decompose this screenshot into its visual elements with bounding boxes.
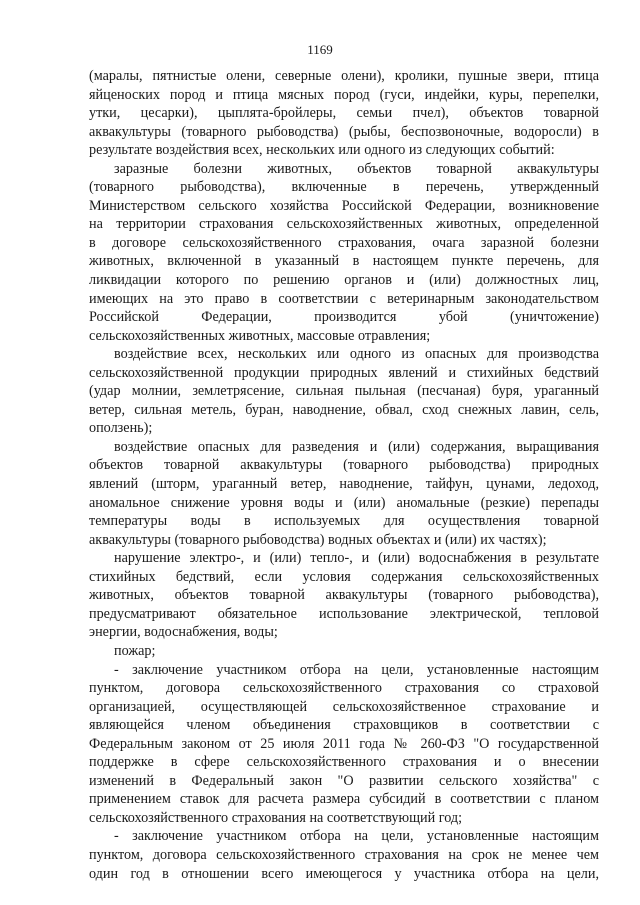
text-line: Российской Федерации, производится убой (уничтожение) <box>89 309 599 326</box>
text-line: имеющих на это право в соответствии с ветеринарным законодательством <box>89 290 599 307</box>
text-line: один год в отношении всего имеющегося у участника отбора на цели, <box>89 865 599 882</box>
text-line: стихийных бедствий, если условия содержания сельскохозяйственных <box>89 568 599 585</box>
text-line: (удар молнии, землетрясение, сильная пыльная (песчаная) буря, ураганный <box>89 383 599 400</box>
text-line: энергии, водоснабжения, воды; <box>89 624 278 641</box>
text-line: применением ставок для расчета размера субсидий в соответствии с планом <box>89 791 599 808</box>
text-line: пунктом, договора сельскохозяйственного страхования со страховой <box>89 680 599 697</box>
text-line: на территории страхования сельскохозяйственных животных, определенной <box>89 216 599 233</box>
text-line: пожар; <box>114 642 156 659</box>
document-body <box>89 67 599 883</box>
text-line: являющейся членом объединения страховщиков в соответствии с <box>89 717 599 734</box>
text-line: (товарного рыбоводства), включенные в перечень, утвержденный <box>89 179 599 196</box>
text-line: ликвидации которого по решению органов и (или) должностных лиц, <box>89 272 599 289</box>
text-line: сельскохозяйственного страхования на соответствующий год; <box>89 809 463 826</box>
text-line: аквакультуры (товарного рыбоводства) водных объектах и (или) их частях); <box>89 531 547 548</box>
text-line: яйценоских пород и птица мясных пород (гуси, индейки, куры, перепелки, <box>89 86 599 103</box>
text-line: результате воздействия всех, нескольких или одного из следующих событий: <box>89 142 555 159</box>
text-line: поддержке в сфере сельскохозяйственного страхования и о внесении <box>89 754 599 771</box>
text-line: оползень); <box>89 420 153 437</box>
text-line: (маралы, пятнистые олени, северные олени), кролики, пушные звери, птица <box>89 68 599 84</box>
page-number: 1169 <box>307 42 333 57</box>
text-line: предусматривают обязательное использование электрической, тепловой <box>89 605 599 622</box>
text-line: воздействие всех, нескольких или одного из опасных для производства <box>114 346 599 363</box>
text-line: животных, включенной в указанный в настоящем пункте перечень, для <box>89 253 599 270</box>
text-line: утки, цесарки), цыплята-бройлеры, семьи пчел), объектов товарной <box>89 105 599 122</box>
text-line: заразные болезни животных, объектов товарной аквакультуры <box>114 160 599 177</box>
text-line: Федеральным законом от 25 июля 2011 года № 260-ФЗ "О государственной <box>89 735 599 752</box>
text-line: явлений (шторм, ураганный ветер, наводнение, тайфун, цунами, ледоход, <box>89 476 599 493</box>
text-line: аквакультуры (товарного рыбоводства) (рыбы, беспозвоночные, водоросли) в <box>89 123 599 140</box>
text-line: температуры воды в используемых для осуществления товарной <box>89 513 599 530</box>
text-line: сельскохозяйственных животных, массовые отравления; <box>89 327 431 344</box>
text-line: нарушение электро-, и (или) тепло-, и (или) водоснабжения в результате <box>114 550 599 567</box>
text-line: - заключение участником отбора на цели, установленные настоящим <box>114 828 599 845</box>
text-line: Министерством сельского хозяйства Российской Федерации, возникновение <box>89 197 599 214</box>
text-line: животных, объектов товарной аквакультуры (товарного рыбоводства), <box>89 587 599 604</box>
text-line: организацией, осуществляющей сельскохозяйственное страхование и <box>89 698 599 715</box>
text-line: аномальное снижение уровня воды и (или) аномальные (резкие) перепады <box>89 494 599 511</box>
text-line: воздействие опасных для разведения и (или) содержания, выращивания <box>114 438 599 455</box>
text-line: ветер, сильная метель, буран, наводнение, обвал, сход снежных лавин, сель, <box>89 401 599 418</box>
text-line: объектов товарной аквакультуры (товарного рыбоводства) природных <box>89 457 599 474</box>
text-line: пунктом, договора сельскохозяйственного страхования на срок не менее чем <box>89 846 599 863</box>
text-line: - заключение участником отбора на цели, установленные настоящим <box>114 661 599 678</box>
text-line: изменений в Федеральный закон "О развитии сельского хозяйства" с <box>89 772 599 789</box>
text-line: в договоре сельскохозяйственного страхования, очага заразной болезни <box>89 234 599 251</box>
text-line: сельскохозяйственной продукции природных явлений и стихийных бедствий <box>89 364 599 381</box>
